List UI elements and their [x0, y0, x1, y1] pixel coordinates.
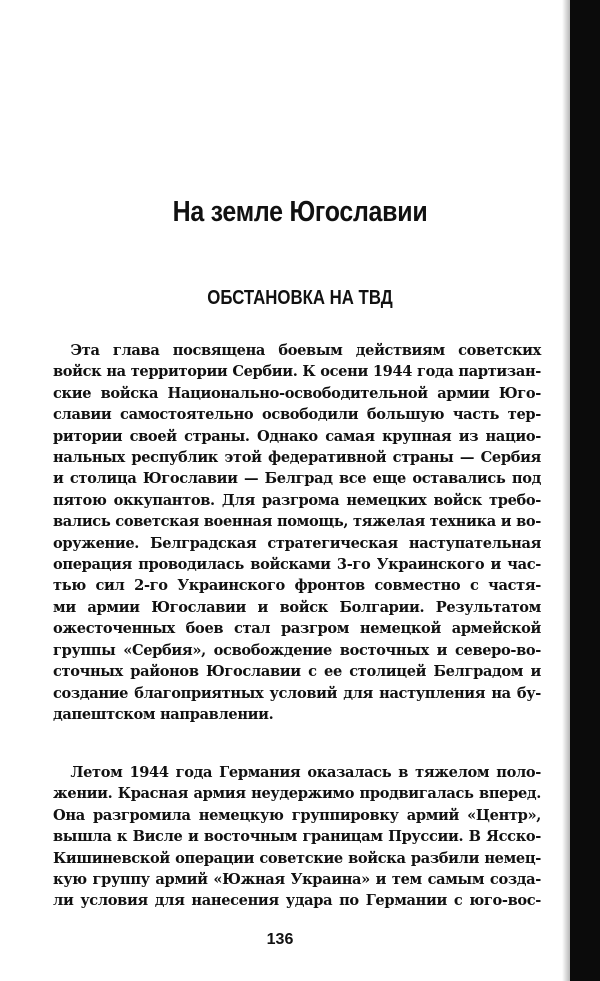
- text-line: войск на территории Сербии. К осени 1944 года партизан-: [53, 363, 541, 381]
- text-line: вышла к Висле и восточным границам Пруссии. В Ясско-: [53, 828, 541, 846]
- text-line: вались советская военная помощь, тяжелая техника и во-: [53, 513, 541, 531]
- text-line: дапештском направлении.: [53, 705, 274, 723]
- chapter-title: На земле Югославии: [172, 196, 428, 228]
- text-line: тью сил 2-го Украинского фронтов совместно с частя-: [53, 577, 541, 595]
- text-line: оружение. Белградская стратегическая наступательная: [53, 534, 541, 552]
- scan-edge: [570, 0, 600, 981]
- paragraph-1: [53, 340, 541, 725]
- text-line: нальных республик этой федеративной страны — Сербия: [53, 449, 541, 467]
- text-line: и столица Югославии — Белград все еще оставались под: [53, 470, 541, 488]
- text-line: группы «Сербия», освобождение восточных и северо-во-: [53, 641, 541, 659]
- text-line: ми армии Югославии и войск Болгарии. Результатом: [53, 598, 541, 616]
- text-line: ли условия для нанесения удара по Германии с юго-вос-: [53, 892, 541, 910]
- text-line: Летом 1944 года Германия оказалась в тяжелом поло-: [70, 764, 541, 781]
- text-line: славии самостоятельно освободили большую часть тер-: [53, 406, 541, 424]
- text-line: ритории своей страны. Однако самая крупная из нацио-: [53, 427, 541, 445]
- text-line: Эта глава посвящена боевым действиям советских: [70, 342, 541, 359]
- text-line: жении. Красная армия неудержимо продвигалась вперед.: [53, 785, 541, 803]
- text-line: Кишиневской операции советские войска разбили немец-: [53, 849, 541, 867]
- paragraph-2: [53, 762, 541, 912]
- text-line: сточных районов Югославии с ее столицей Белградом и: [53, 663, 541, 681]
- section-title: ОБСТАНОВКА НА ТВД: [207, 287, 393, 309]
- text-line: пятою оккупантов. Для разгрома немецких войск требо-: [53, 491, 541, 509]
- text-line: кую группу армий «Южная Украина» и тем самым созда-: [53, 871, 541, 889]
- text-line: операция проводилась войсками 3-го Украинского и час-: [53, 556, 541, 574]
- text-line: создание благоприятных условий для наступления на бу-: [53, 684, 541, 702]
- text-line: ожесточенных боев стал разгром немецкой армейской: [53, 620, 541, 638]
- text-line: ские войска Национально-освободительной армии Юго-: [53, 384, 541, 402]
- page-number: 136: [266, 931, 294, 948]
- text-line: Она разгромила немецкую группировку армий «Центр»,: [53, 806, 541, 824]
